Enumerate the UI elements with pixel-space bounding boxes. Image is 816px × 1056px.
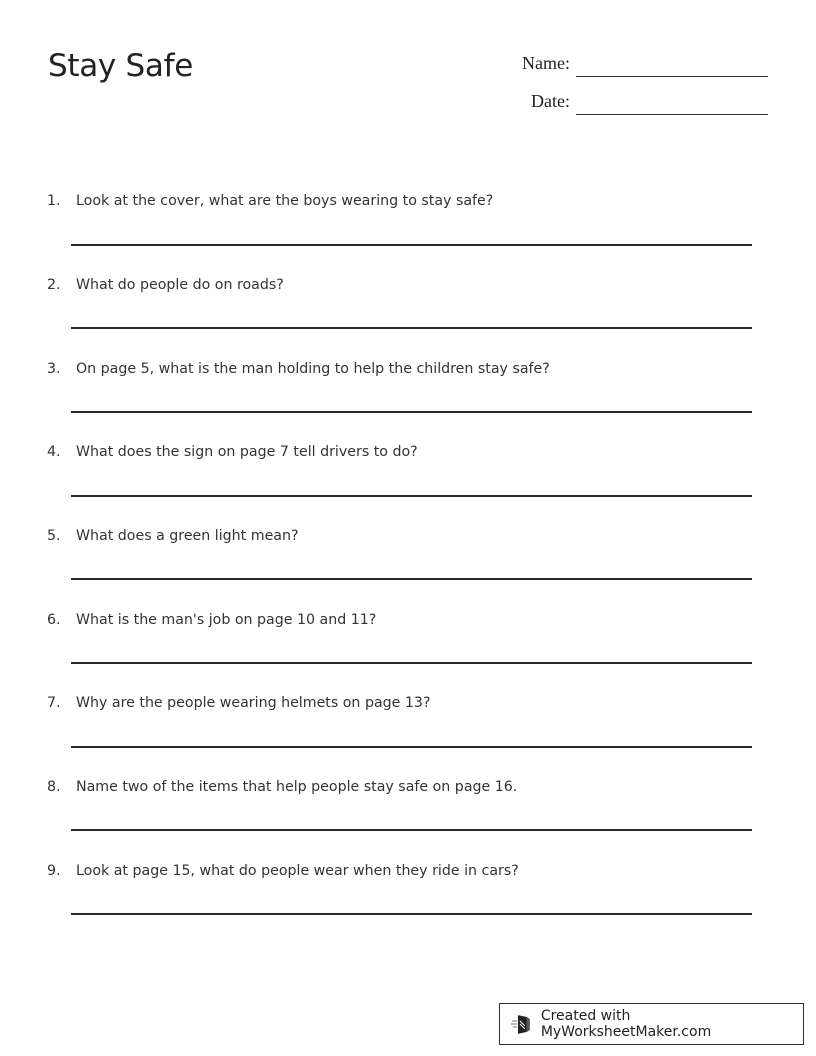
worksheet-maker-logo-icon (511, 1013, 533, 1035)
question-number: 7. (47, 695, 61, 711)
question-number: 4. (47, 444, 61, 460)
footer-text: Created with MyWorksheetMaker.com (540, 1008, 712, 1040)
question-number: 3. (47, 361, 61, 377)
name-field[interactable] (576, 76, 768, 77)
answer-line[interactable] (71, 913, 752, 915)
answer-line[interactable] (71, 411, 752, 413)
question-number: 2. (47, 277, 61, 293)
question-number: 8. (47, 779, 61, 795)
question-number: 1. (47, 193, 61, 209)
question-text: On page 5, what is the man holding to help the children stay safe? (76, 361, 550, 377)
question-text: Look at the cover, what are the boys wearing to stay safe? (76, 193, 494, 209)
answer-line[interactable] (71, 244, 752, 246)
question-text: What does a green light mean? (76, 528, 299, 544)
question-number: 9. (47, 863, 61, 879)
question-text: What do people do on roads? (76, 277, 284, 293)
answer-line[interactable] (71, 578, 752, 580)
footer-badge[interactable] (499, 1003, 804, 1045)
question-text: Name two of the items that help people stay safe on page 16. (76, 779, 518, 795)
question-text: What is the man's job on page 10 and 11? (76, 612, 377, 628)
answer-line[interactable] (71, 829, 752, 831)
page-title: Stay Safe (48, 48, 193, 84)
answer-line[interactable] (71, 327, 752, 329)
question-number: 5. (47, 528, 61, 544)
answer-line[interactable] (71, 662, 752, 664)
answer-line[interactable] (71, 495, 752, 497)
answer-line[interactable] (71, 746, 752, 748)
question-text: Why are the people wearing helmets on page 13? (76, 695, 431, 711)
name-label: Name: (522, 53, 570, 73)
date-label: Date: (531, 91, 570, 111)
question-text: What does the sign on page 7 tell drivers to do? (76, 444, 418, 460)
date-field[interactable] (576, 114, 768, 115)
question-text: Look at page 15, what do people wear when they ride in cars? (76, 863, 519, 879)
question-number: 6. (47, 612, 61, 628)
